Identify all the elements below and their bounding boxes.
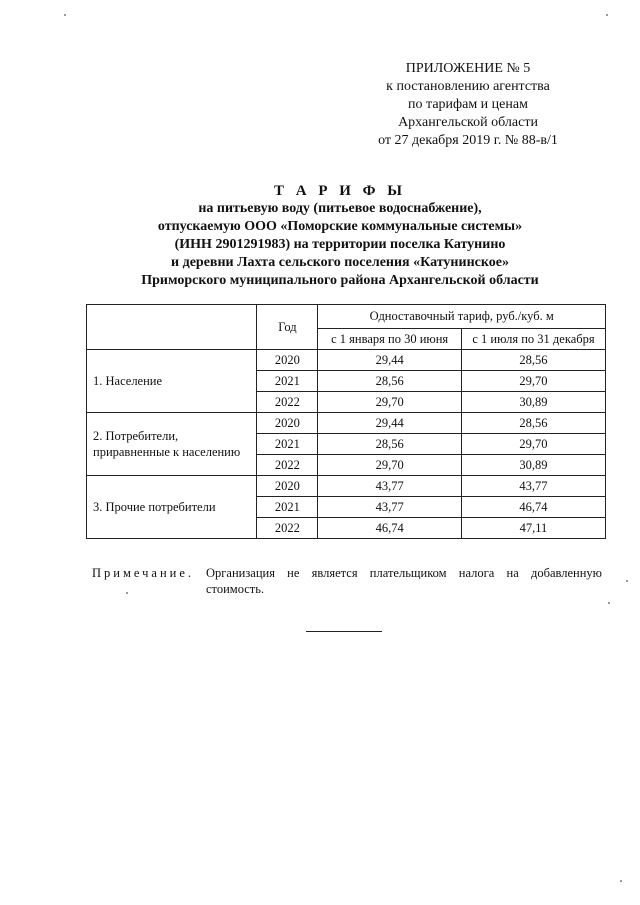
tariff-h2-cell: 43,77 xyxy=(461,476,605,497)
category-label: 3. Прочие потребители xyxy=(87,476,257,539)
closing-divider xyxy=(306,631,382,632)
tariff-h1-cell: 29,70 xyxy=(318,455,462,476)
title-line-2: отпускаемую ООО «Поморские коммунальные системы» xyxy=(157,219,523,234)
header-category-cell xyxy=(87,305,257,350)
scan-speck xyxy=(606,14,608,16)
scan-speck xyxy=(608,602,610,604)
header-tariff: Одноставочный тариф, руб./куб. м xyxy=(318,305,606,329)
tariff-h1-cell: 29,44 xyxy=(318,350,462,371)
appendix-header xyxy=(318,60,618,150)
title-line-1: на питьевую воду (питьевое водоснабжение), xyxy=(198,201,482,216)
header-period-1: с 1 января по 30 июня xyxy=(318,329,462,350)
table-row xyxy=(87,350,606,371)
header-year: Год xyxy=(257,305,318,350)
scan-speck xyxy=(64,14,66,16)
note-label: Примечание. xyxy=(92,566,195,580)
year-cell: 2022 xyxy=(257,455,318,476)
tariff-h2-cell: 29,70 xyxy=(461,371,605,392)
year-cell: 2022 xyxy=(257,518,318,539)
year-cell: 2021 xyxy=(257,434,318,455)
year-cell: 2020 xyxy=(257,413,318,434)
tariff-h1-cell: 28,56 xyxy=(318,434,462,455)
document-title xyxy=(60,182,620,290)
title-line-4: и деревни Лахта сельского поселения «Катунинское» xyxy=(171,255,509,270)
tariff-h2-cell: 28,56 xyxy=(461,413,605,434)
year-cell: 2022 xyxy=(257,392,318,413)
tariff-h2-cell: 47,11 xyxy=(461,518,605,539)
title-line-5: Приморского муниципального района Архангельской области xyxy=(141,273,539,288)
tariff-h2-cell: 28,56 xyxy=(461,350,605,371)
category-label: 2. Потребители, приравненные к населению xyxy=(87,413,257,476)
year-cell: 2021 xyxy=(257,497,318,518)
appendix-line-3: по тарифам и ценам xyxy=(408,97,528,112)
tariff-h1-cell: 43,77 xyxy=(318,497,462,518)
note-text: Организация не является плательщиком налога на добавленную стоимость. xyxy=(206,566,602,596)
title-heading: Т А Р И Ф Ы xyxy=(273,183,407,199)
table-row xyxy=(87,413,606,434)
tariff-h2-cell: 30,89 xyxy=(461,392,605,413)
appendix-date-number: от 27 декабря 2019 г. № 88-в/1 xyxy=(378,133,558,148)
scan-speck xyxy=(126,592,128,594)
tariff-table xyxy=(86,304,606,539)
year-cell: 2020 xyxy=(257,350,318,371)
tariff-h2-cell: 30,89 xyxy=(461,455,605,476)
scan-speck xyxy=(626,580,628,582)
year-cell: 2021 xyxy=(257,371,318,392)
scan-speck xyxy=(620,880,622,882)
tariff-h2-cell: 46,74 xyxy=(461,497,605,518)
tariff-h1-cell: 29,44 xyxy=(318,413,462,434)
appendix-number: ПРИЛОЖЕНИЕ № 5 xyxy=(405,61,531,76)
header-period-2: с 1 июля по 31 декабря xyxy=(461,329,605,350)
category-label: 1. Население xyxy=(87,350,257,413)
appendix-line-4: Архангельской области xyxy=(398,115,538,130)
table-row xyxy=(87,476,606,497)
year-cell: 2020 xyxy=(257,476,318,497)
table-header-row xyxy=(87,305,606,329)
tariff-h1-cell: 43,77 xyxy=(318,476,462,497)
tariff-h1-cell: 46,74 xyxy=(318,518,462,539)
tariff-h1-cell: 29,70 xyxy=(318,392,462,413)
title-line-3: (ИНН 2901291983) на территории поселка Катунино xyxy=(174,237,506,252)
tariff-h2-cell: 29,70 xyxy=(461,434,605,455)
tariff-h1-cell: 28,56 xyxy=(318,371,462,392)
appendix-line-2: к постановлению агентства xyxy=(386,79,550,94)
